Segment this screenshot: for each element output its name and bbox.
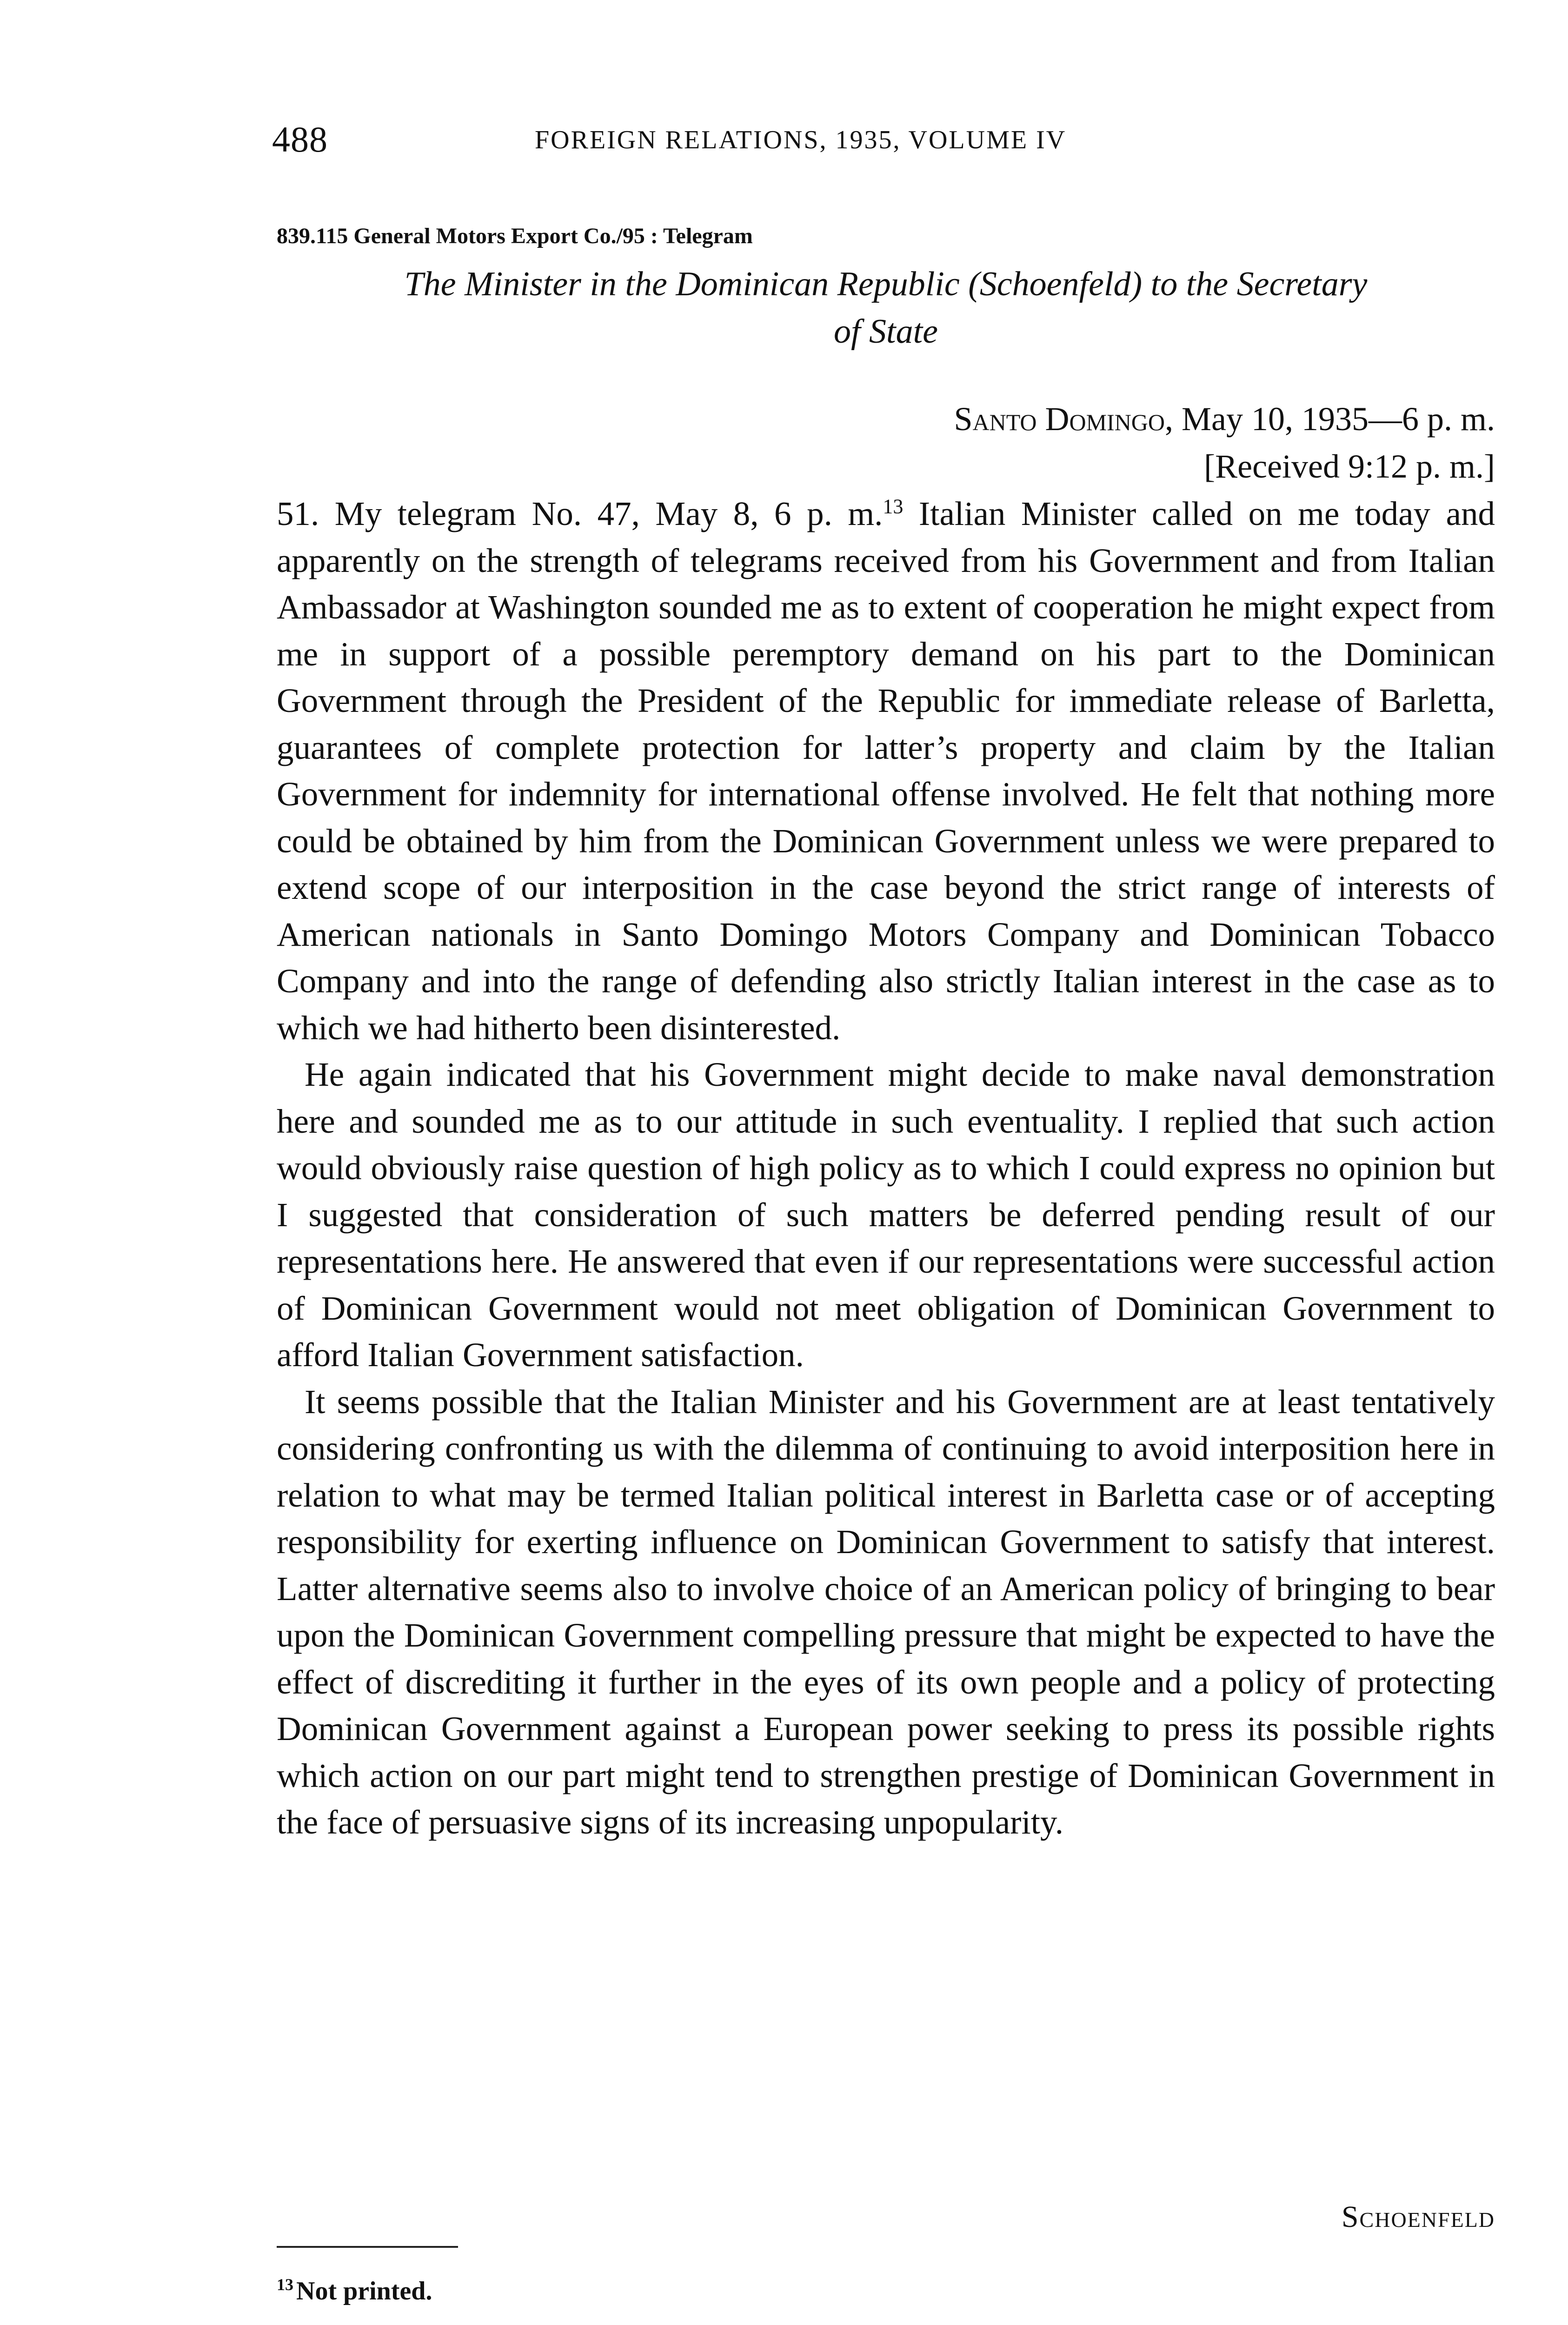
running-title: FOREIGN RELATIONS, 1935, VOLUME IV <box>535 126 1067 154</box>
dateline-place-date <box>277 395 1495 443</box>
paragraph-1-start: 51. My telegram No. 47, May 8, 6 p. m. <box>277 495 883 532</box>
heading-line-2: of State <box>833 312 938 351</box>
footnote-divider <box>277 2246 458 2248</box>
file-number: 839.115 General Motors Export Co./95 : Telegram <box>277 224 753 248</box>
document-heading <box>277 260 1495 355</box>
footnote-reference: 13 <box>883 495 904 518</box>
footnote <box>277 2276 432 2306</box>
telegram-body <box>277 491 1495 1846</box>
signature: Schoenfeld <box>1341 2200 1495 2234</box>
running-head <box>272 119 1490 174</box>
paragraph-2: He again indicated that his Government might decide to make naval demonstration here and sounded me as to our attitude in such eventuality. I replied that such action would obviously raise question of high policy as to which I could express no opinion but I suggested that consideration of such matters be deferred pending result of our representations here. He answered that even if our representations were successful action of Dominican Government would not meet obligation of Dominican Government to afford Italian Government satisfaction. <box>277 1056 1495 1374</box>
heading-line-1: The Minister in the Dominican Republic (Schoenfeld) to the Secretary <box>404 265 1368 303</box>
dateline-place: Santo Domingo, <box>954 400 1174 438</box>
dateline-date: May 10, 1935—6 p. m. <box>1182 400 1495 438</box>
footnote-text: Not printed. <box>296 2277 432 2305</box>
paragraph-1-rest: Italian Minister called on me today and apparently on the strength of telegrams received from his Government and from Italian Ambassador at Washington sounded me as to extent of cooperation he might expect from me in support of a possible peremptory demand on his part to the Dominican Government through the President of the Republic for immediate release of Barletta, guarantees of complete protection for latter’s property and claim by the Italian Government for indemnity for international offense involved. He felt that nothing more could be obtained by him from the Dominican Government unless we were prepared to extend scope of our interposition in the case beyond the strict range of interests of American nationals in Santo Domingo Motors Company and Dominican Tobacco Company and into the range of defending also strictly Italian interest in the case as to which we had hitherto been disinterested. <box>277 495 1495 1047</box>
received-note: [Received 9:12 p. m.] <box>1204 448 1495 485</box>
page-number: 488 <box>272 119 328 159</box>
paragraph-1 <box>277 491 1495 1051</box>
footnote-marker: 13 <box>277 2275 293 2294</box>
dateline <box>277 395 1495 490</box>
paragraph-3: It seems possible that the Italian Minister and his Government are at least tentatively considering confronting us with the dilemma of continuing to avoid interposition here in relation to what may be termed Italian political interest in Barletta case or of accepting responsibility for exerting influence on Dominican Government to satisfy that interest. Latter alternative seems also to involve choice of an American policy of bringing to bear upon the Dominican Government compelling pressure that might be expected to have the effect of discrediting it further in the eyes of its own people and a policy of protecting Dominican Government against a European power seeking to press its possible rights which action on our part might tend to strengthen prestige of Dominican Government in the face of persuasive signs of its increasing unpopularity. <box>277 1382 1495 1841</box>
